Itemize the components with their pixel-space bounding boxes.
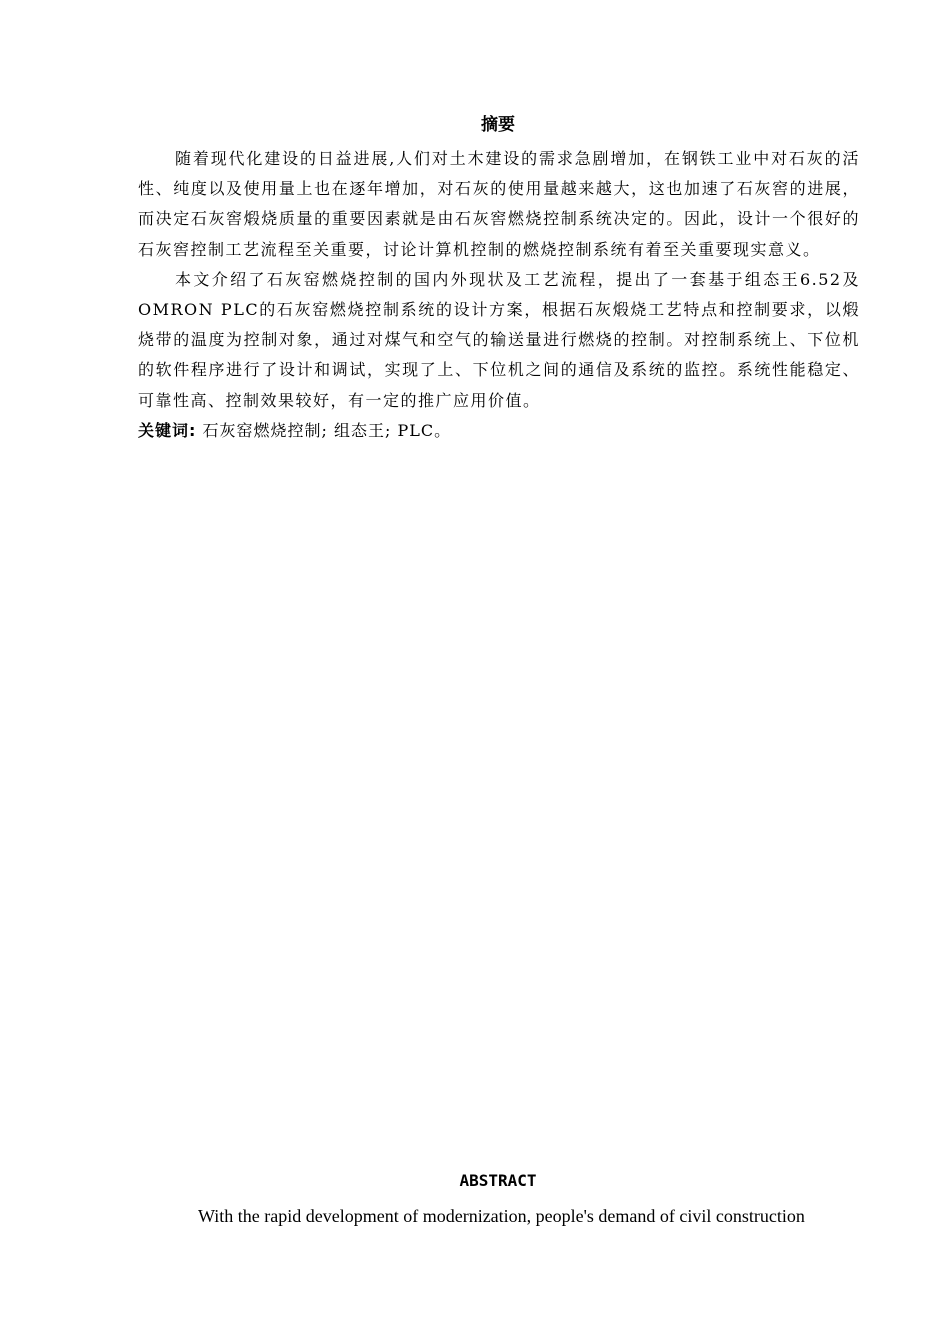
english-abstract-title: ABSTRACT (459, 1171, 537, 1190)
abstract-paragraph-2: 本文介绍了石灰窑燃烧控制的国内外现状及工艺流程，提出了一套基于组态王6.52及OMRON PLC的石灰窑燃烧控制系统的设计方案，根据石灰煅烧工艺特点和控制要求，以煅烧带的温度为控制对象，通过对煤气和空气的输送量进行燃烧的控制。对控制系统上、下位机的软件程序进行了设计和调试，实现了上、下位机之间的通信及系统的监控。系统性能稳定、可靠性高、控制效果较好，有一定的推广应用价值。 (138, 269, 860, 410)
keywords-label: 关键词: (138, 420, 197, 440)
english-abstract-body (138, 1200, 860, 1232)
abstract-paragraph-1: 随着现代化建设的日益进展,人们对土木建设的需求急剧增加，在钢铁工业中对石灰的活性、纯度以及使用量上也在逐年增加，对石灰的使用量越来越大，这也加速了石灰窖的进展，而决定石灰窖煅烧质量的重要因素就是由石灰窖燃烧控制系统决定的。因此，设计一个很好的石灰窖控制工艺流程至关重要，讨论计算机控制的燃烧控制系统有着至关重要现实意义。 (138, 149, 860, 259)
keywords-line (138, 416, 860, 446)
keywords-text: 石灰窑燃烧控制; 组态王; PLC。 (196, 420, 452, 440)
english-abstract-first-line: With the rapid development of modernization, people's demand of civil construction (198, 1206, 805, 1226)
chinese-abstract-title: 摘要 (481, 115, 515, 135)
chinese-abstract-body (138, 144, 860, 446)
